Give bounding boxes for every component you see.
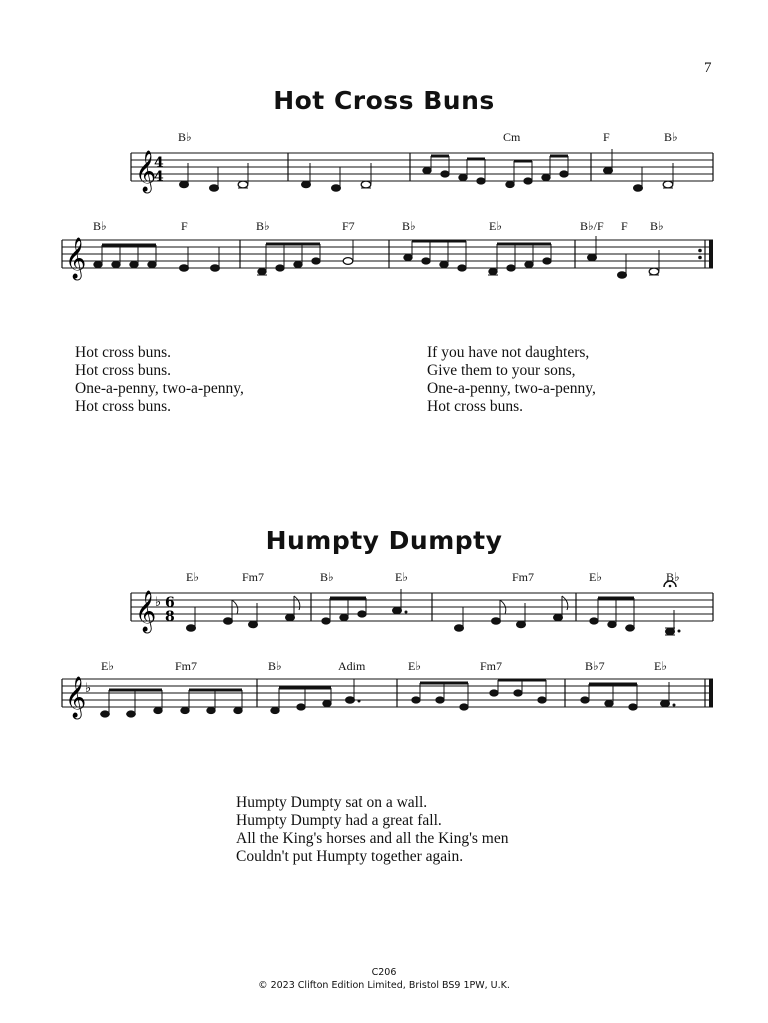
chord-symbol: E♭ <box>489 219 502 233</box>
notes <box>180 149 674 191</box>
chord-symbol: F <box>621 219 628 233</box>
chord-symbol: F7 <box>342 219 355 233</box>
chord-symbol: B♭ <box>666 570 680 584</box>
lyric-line: Humpty Dumpty sat on a wall. <box>236 794 428 811</box>
chord-symbol: B♭ <box>664 130 678 144</box>
chord-symbol: E♭ <box>589 570 602 584</box>
lyrics-verse-2 <box>427 344 596 416</box>
chord-symbols <box>186 570 680 584</box>
staff-lines <box>62 240 713 268</box>
lyric-line: Hot cross buns. <box>75 362 172 379</box>
time-signature-denominator: 8 <box>165 609 175 625</box>
flat-sign-icon: ♭ <box>85 681 92 696</box>
chord-symbol: F <box>181 219 188 233</box>
chord-symbol: E♭ <box>654 659 667 673</box>
chord-symbol: B♭ <box>93 219 107 233</box>
chord-symbol: E♭ <box>186 570 199 584</box>
lyric-line: One-a-penny, two-a-penny, <box>75 380 244 397</box>
lyric-line: Humpty Dumpty had a great fall. <box>236 812 442 829</box>
notes <box>100 679 676 717</box>
chord-symbol: B♭ <box>650 219 664 233</box>
chord-symbol: Fm7 <box>512 570 535 584</box>
staff-system-hd-2 <box>62 659 713 719</box>
lyric-line: Couldn't put Humpty together again. <box>236 848 464 865</box>
footer <box>0 966 768 992</box>
chord-symbol: B♭ <box>178 130 192 144</box>
lyric-line: One-a-penny, two-a-penny, <box>427 380 596 397</box>
staff-system-hd-1 <box>131 570 713 635</box>
copyright-notice: © 2023 Clifton Edition Limited, Bristol BS9 1PW, U.K. <box>258 980 510 991</box>
notes <box>186 589 681 635</box>
lyric-line: If you have not daughters, <box>427 344 590 361</box>
chord-symbol: B♭ <box>256 219 270 233</box>
chord-symbols <box>93 219 664 233</box>
chord-symbol: B♭/F <box>580 219 604 233</box>
lyrics-verse-1 <box>75 344 244 416</box>
staff-system-hcb-2 <box>62 219 713 280</box>
treble-clef-icon: 𝄞 <box>65 238 87 279</box>
lyric-line: All the King's horses and all the King's men <box>236 830 509 847</box>
chord-symbol: Fm7 <box>175 659 198 673</box>
chord-symbol: F <box>603 130 610 144</box>
chord-symbol: B♭ <box>402 219 416 233</box>
time-signature-numerator: 6 <box>165 595 175 611</box>
page-number: 7 <box>704 60 712 76</box>
notes <box>94 236 659 278</box>
lyric-line: Give them to your sons, <box>427 362 576 379</box>
staff-system-hcb-1 <box>131 130 713 193</box>
chord-symbols <box>101 659 667 673</box>
lyric-line: Hot cross buns. <box>75 398 172 415</box>
chord-symbol: E♭ <box>395 570 408 584</box>
chord-symbol: Adim <box>338 659 366 673</box>
treble-clef-icon: 𝄞 <box>135 151 157 192</box>
lyric-line: Hot cross buns. <box>427 398 524 415</box>
treble-clef-icon: 𝄞 <box>135 591 157 632</box>
chord-symbol: E♭ <box>101 659 114 673</box>
song-title-hot-cross-buns: Hot Cross Buns <box>273 86 495 115</box>
flat-sign-icon: ♭ <box>155 595 162 610</box>
chord-symbols <box>178 130 678 144</box>
treble-clef-icon: 𝄞 <box>65 677 87 718</box>
chord-symbol: B♭7 <box>585 659 605 673</box>
chord-symbol: Fm7 <box>480 659 503 673</box>
chord-symbol: B♭ <box>320 570 334 584</box>
lyrics-humpty-dumpty <box>236 794 509 866</box>
time-signature-denominator: 4 <box>154 169 164 185</box>
time-signature-numerator: 4 <box>154 155 164 171</box>
chord-symbol: Fm7 <box>242 570 265 584</box>
catalog-code: C206 <box>371 967 397 978</box>
chord-symbol: Cm <box>503 130 521 144</box>
lyric-line: Hot cross buns. <box>75 344 172 361</box>
chord-symbol: B♭ <box>268 659 282 673</box>
chord-symbol: E♭ <box>408 659 421 673</box>
song-title-humpty-dumpty: Humpty Dumpty <box>265 526 503 555</box>
